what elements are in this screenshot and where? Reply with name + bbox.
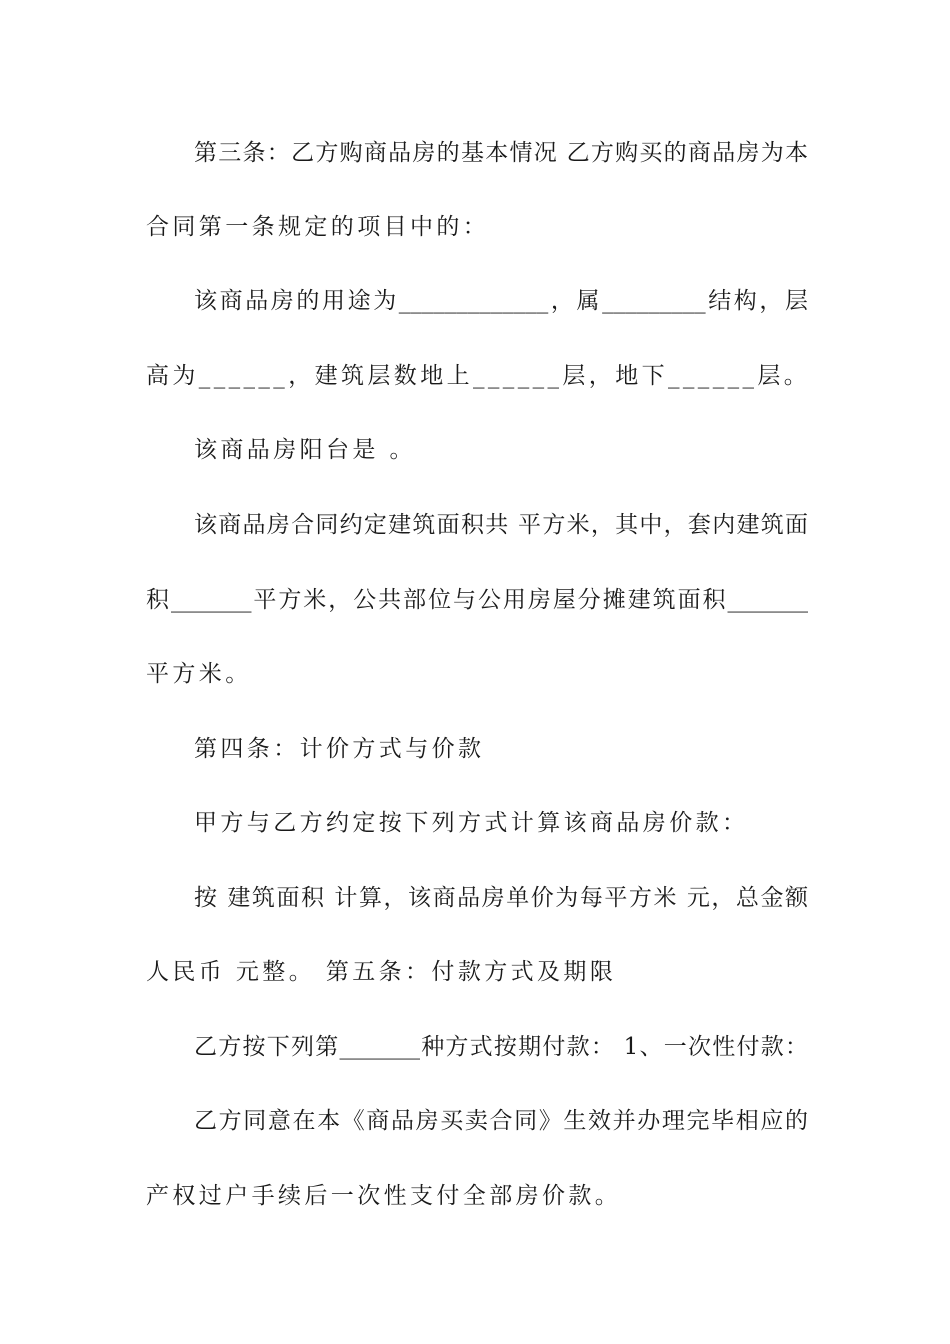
pricing-intro-line: 甲方与乙方约定按下列方式计算该商品房价款：: [194, 810, 749, 836]
area-line-2: 积_______平方米，公共部位与公用房屋分摊建筑面积_______: [146, 587, 808, 613]
article-3-line-2: 合同第一条规定的项目中的：: [146, 214, 490, 240]
usage-structure-line: 该商品房的用途为_____________，属_________结构，层: [194, 288, 808, 314]
unit-price-line: 按 建筑面积 计算，该商品房单价为每平方米 元，总金额: [194, 885, 808, 911]
balcony-line: 该商品房阳台是 。: [194, 437, 416, 463]
lump-sum-line-2: 产权过户手续后一次性支付全部房价款。: [146, 1183, 622, 1209]
article-4-heading: 第四条：计价方式与价款: [194, 736, 485, 762]
lump-sum-line-1: 乙方同意在本《商品房买卖合同》生效并办理完毕相应的: [194, 1108, 808, 1134]
total-amount-article-5-line: 人民币 元整。 第五条：付款方式及期限: [146, 959, 617, 985]
area-line-1: 该商品房合同约定建筑面积共 平方米，其中，套内建筑面: [194, 512, 808, 538]
area-line-3: 平方米。: [146, 661, 252, 687]
payment-method-line: 乙方按下列第_______种方式按期付款： 1、一次性付款：: [194, 1034, 808, 1060]
floor-height-line: 高为______，建筑层数地上______层，地下______层。: [146, 363, 811, 389]
article-3-heading-line: 第三条：乙方购商品房的基本情况 乙方购买的商品房为本: [194, 140, 808, 166]
